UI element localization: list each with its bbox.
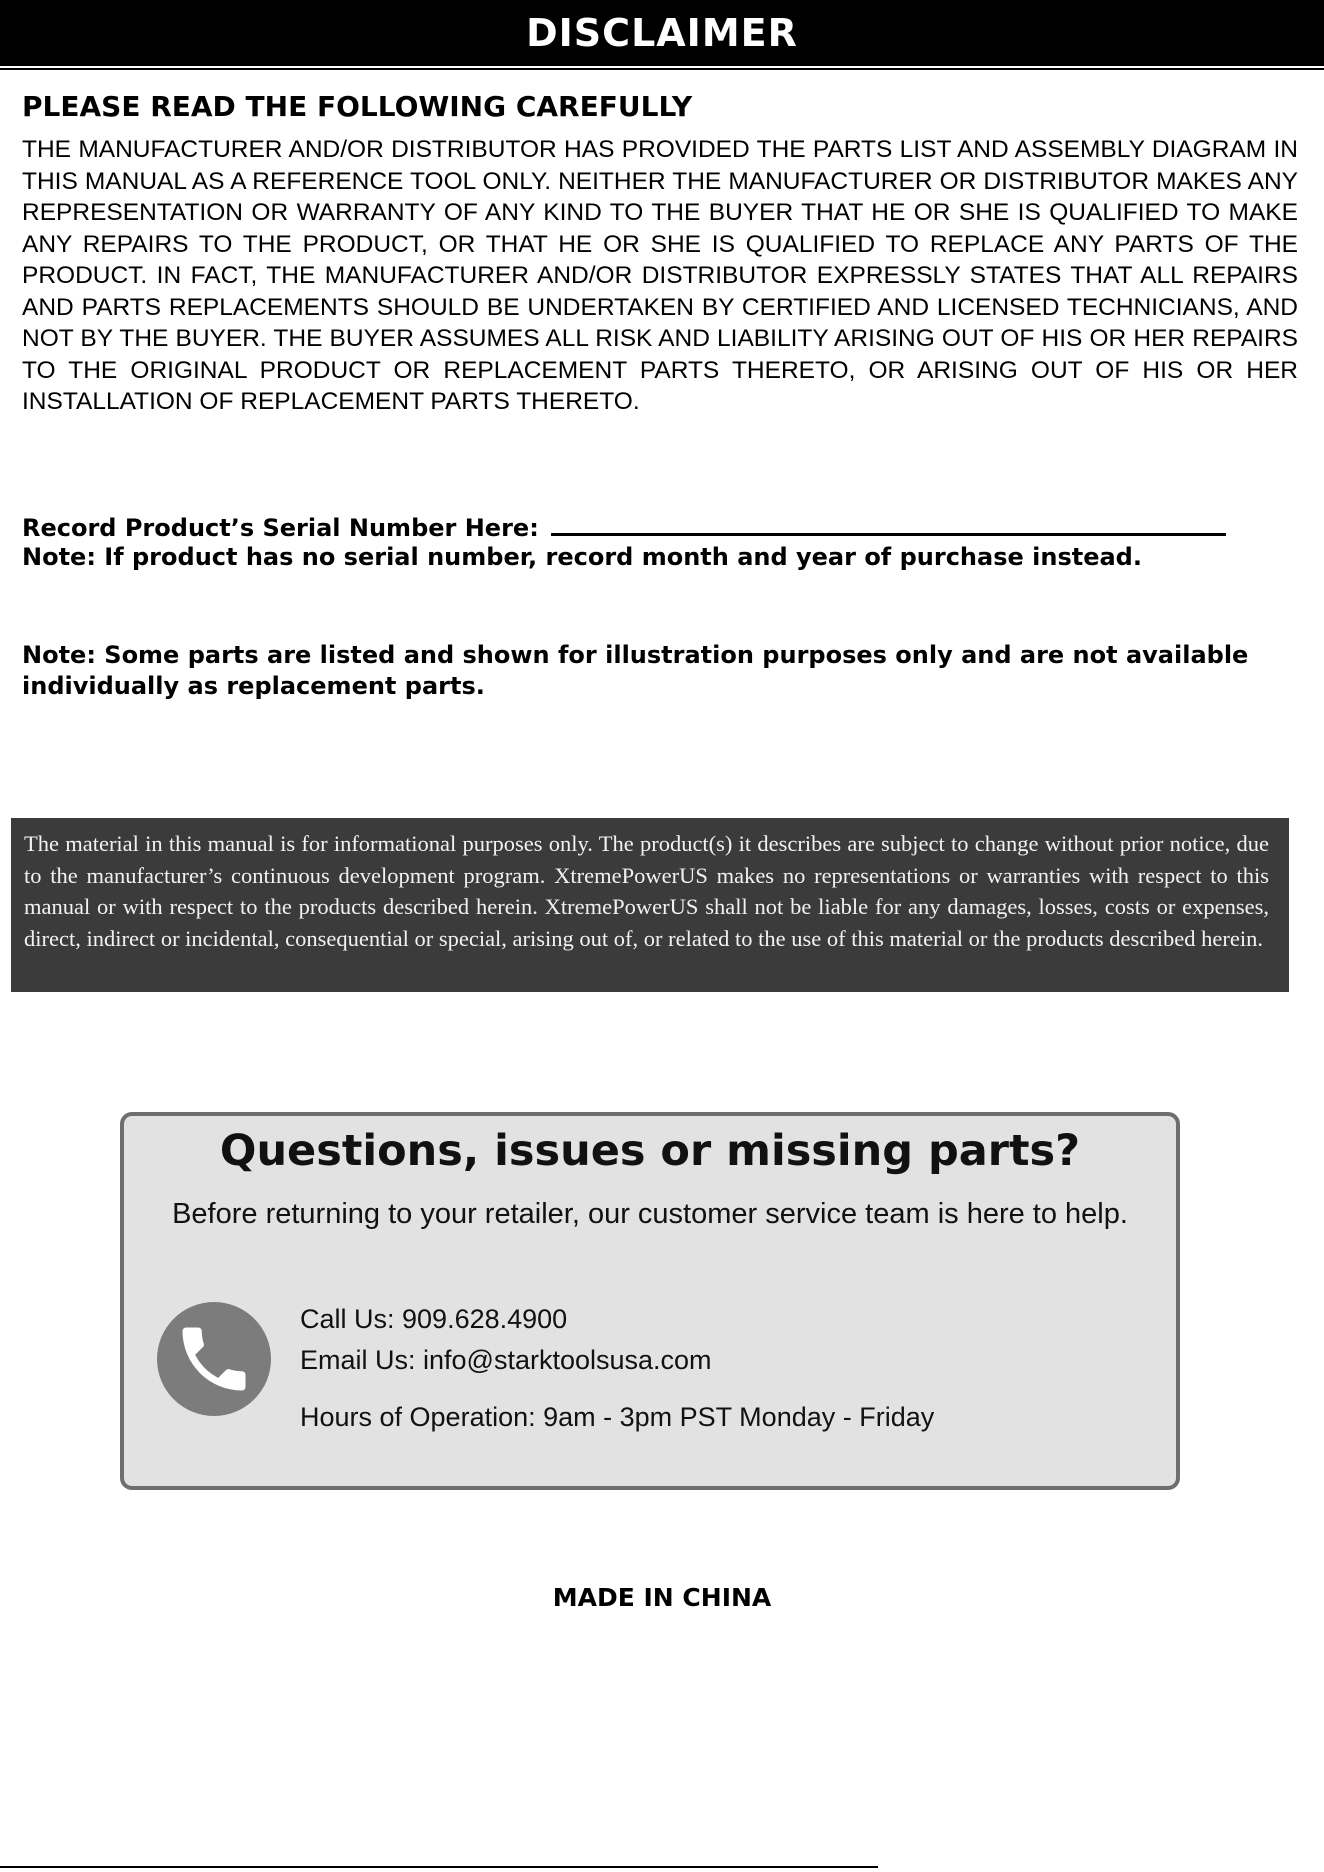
- section-heading: PLEASE READ THE FOLLOWING CAREFULLY: [22, 90, 693, 123]
- material-notice-text: The material in this manual is for informational purposes only. The product(s) it describes are subject to change without prior notice, due to the manufacturer’s continuous development program. XtremePowerUS makes no representations or warranties with respect to this manual or with respect to the products described herein. XtremePowerUS shall not be liable for any damages, losses, costs or expenses, direct, indirect or incidental, consequential or special, arising out of, or related to the use of this material or the products described herein.: [24, 831, 1269, 951]
- country-of-origin: MADE IN CHINA: [552, 1583, 772, 1612]
- footer-divider: [0, 1866, 878, 1868]
- phone-number: Call Us: 909.628.4900: [300, 1304, 568, 1334]
- disclaimer-paragraph: THE MANUFACTURER AND/OR DISTRIBUTOR HAS PROVIDED THE PARTS LIST AND ASSEMBLY DIAGRAM IN THIS MANUAL AS A REFERENCE TOOL ONLY. NEITHER THE MANUFACTURER OR DISTRIBUTOR MAKES ANY REPRESENTATION OR WARRANTY OF ANY KIND TO THE BUYER THAT HE OR SHE IS QUALIFIED TO MAKE ANY REPAIRS TO THE PRODUCT, OR THAT HE OR SHE IS QUALIFIED TO REPLACE ANY PARTS OF THE PRODUCT. IN FACT, THE MANUFACTURER AND/OR DISTRIBUTOR EXPRESSLY STATES THAT ALL REPAIRS AND PARTS REPLACEMENTS SHOULD BE UNDERTAKEN BY CERTIFIED AND LICENSED TECHNICIANS, AND NOT BY THE BUYER. THE BUYER ASSUMES ALL RISK AND LIABILITY ARISING OUT OF HIS OR HER REPAIRS TO THE ORIGINAL PRODUCT OR REPLACEMENT PARTS THERETO, OR ARISING OUT OF HIS OR HER INSTALLATION OF REPLACEMENT PARTS THERETO.: [22, 136, 1298, 415]
- page-title: DISCLAIMER: [526, 11, 798, 55]
- contact-title: Questions, issues or missing parts?: [219, 1126, 1081, 1176]
- serial-number-note: Note: If product has no serial number, record month and year of purchase instead.: [22, 543, 1142, 571]
- phone-handset-icon: [172, 1317, 256, 1401]
- hours-of-operation: Hours of Operation: 9am - 3pm PST Monday - Friday: [300, 1402, 935, 1432]
- email-address: Email Us: info@starktoolsusa.com: [300, 1345, 712, 1375]
- customer-service-box: [120, 1112, 1180, 1490]
- serial-number-line: [22, 511, 1282, 543]
- header-divider: [0, 68, 1324, 70]
- parts-availability-note: Note: Some parts are listed and shown for illustration purposes only and are not available individually as replacement parts.: [22, 641, 1249, 700]
- material-notice-box: [11, 818, 1289, 992]
- disclaimer-header-bar: [0, 0, 1324, 66]
- contact-subtitle: Before returning to your retailer, our customer service team is here to help.: [172, 1198, 1128, 1230]
- serial-number-blank: [551, 511, 1226, 536]
- phone-icon: [157, 1302, 271, 1416]
- serial-number-label: Record Product’s Serial Number Here:: [22, 514, 539, 542]
